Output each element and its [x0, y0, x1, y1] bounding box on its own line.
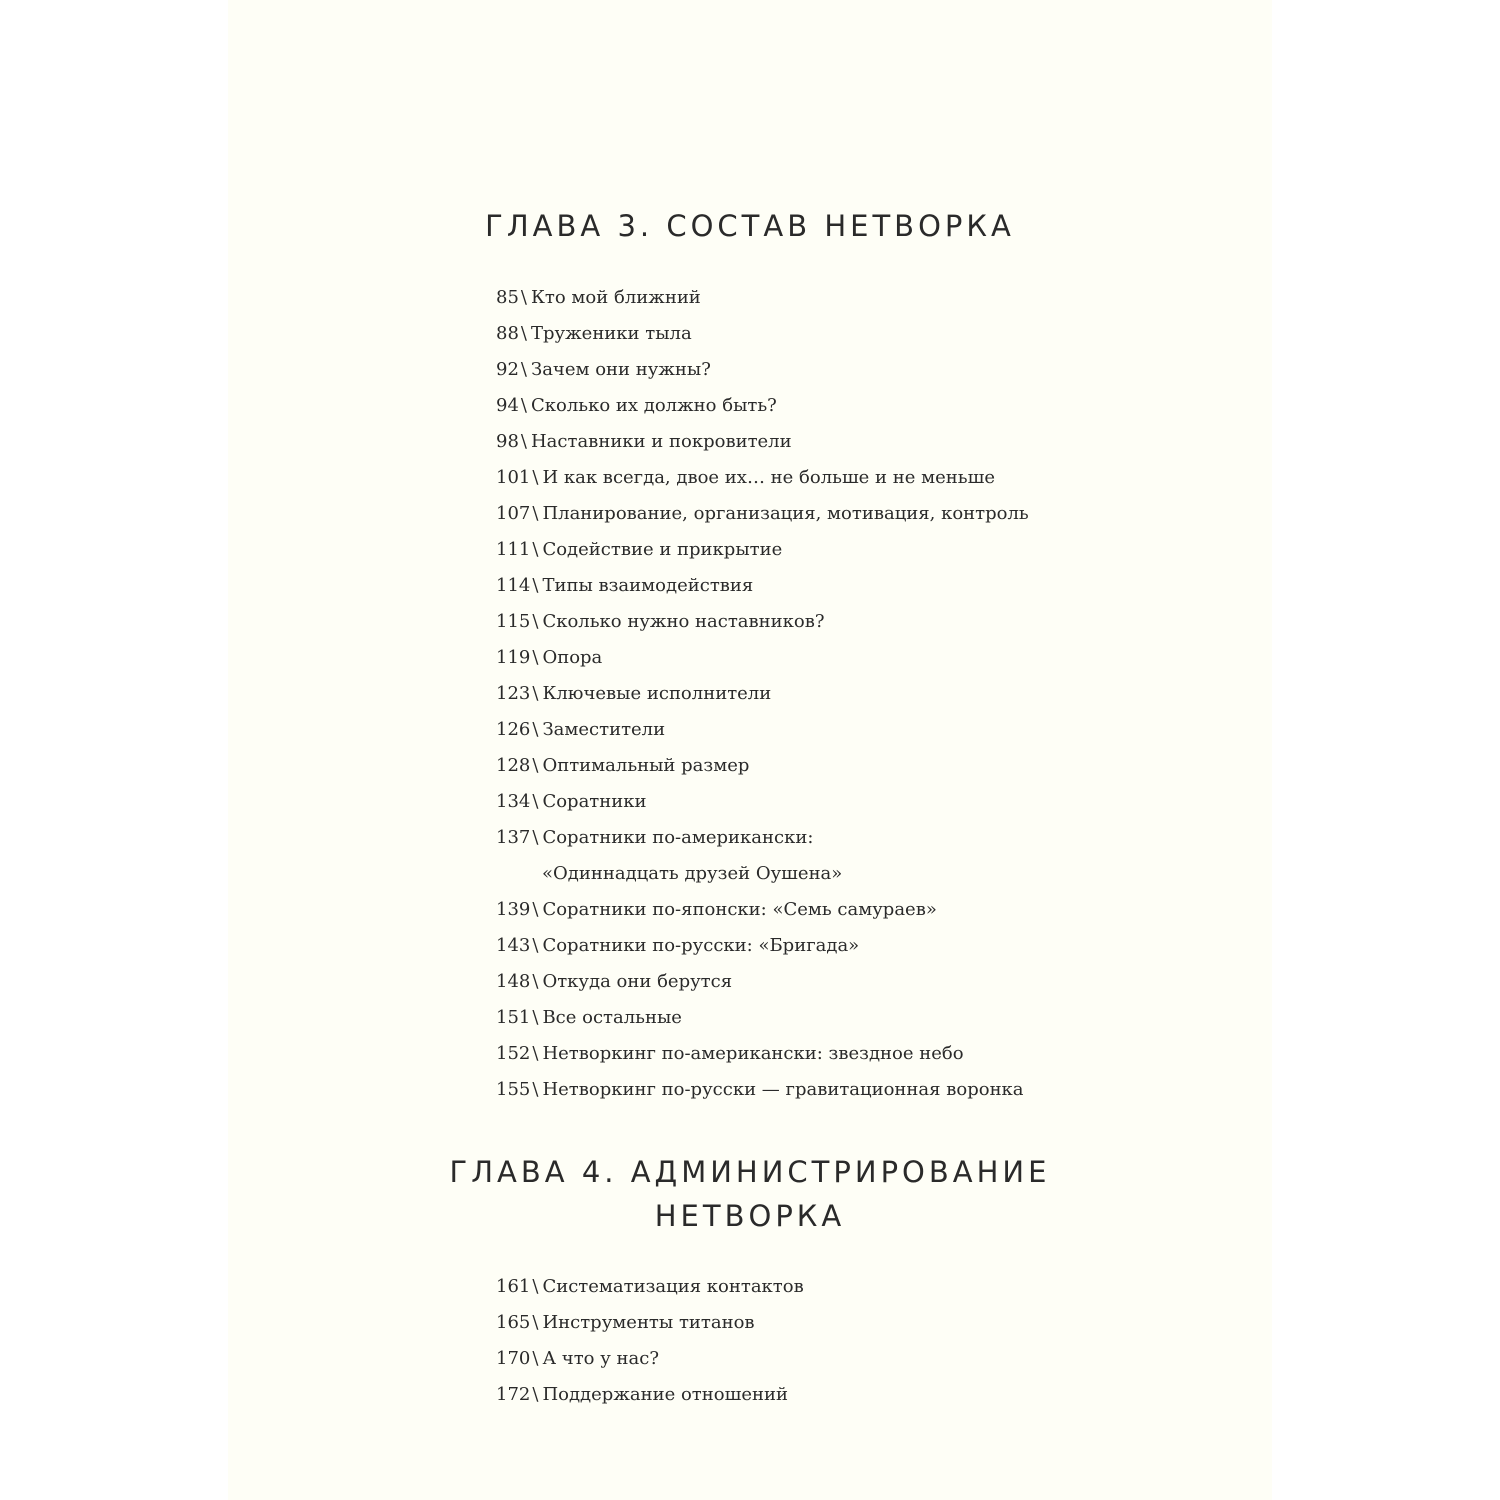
toc-page-number: 155 [496, 1079, 531, 1100]
toc-page-number: 98 [496, 431, 519, 452]
toc-entry-title: Систематизация контактов [542, 1276, 804, 1297]
toc-entry[interactable] [496, 640, 1029, 676]
toc-entry[interactable] [496, 280, 1029, 316]
toc-page-number: 94 [496, 395, 519, 416]
toc-separator: \ [532, 1007, 539, 1028]
toc-entry-title: Соратники по-японски: «Семь самураев» [542, 899, 937, 920]
toc-separator: \ [520, 359, 527, 380]
toc-page-number: 134 [496, 791, 531, 812]
toc-entry[interactable] [496, 1341, 804, 1377]
toc-separator: \ [532, 1384, 539, 1405]
toc-entry[interactable] [496, 1377, 804, 1413]
toc-page-number: 165 [496, 1312, 531, 1333]
toc-page-number: 126 [496, 719, 531, 740]
toc-entry-title: Откуда они берутся [542, 971, 733, 992]
toc-page-number: 115 [496, 611, 531, 632]
toc-separator: \ [532, 755, 539, 776]
toc-separator: \ [532, 503, 539, 524]
toc-entry-title: Планирование, организация, мотивация, контроль [542, 503, 1029, 524]
toc-page-number: 139 [496, 899, 531, 920]
toc-page-number: 161 [496, 1276, 531, 1297]
toc-entry-title: Инструменты титанов [542, 1312, 755, 1333]
toc-page-number: 114 [496, 575, 531, 596]
toc-entry[interactable] [496, 784, 1029, 820]
chapter-3-title [228, 204, 1272, 248]
toc-entry[interactable] [496, 460, 1029, 496]
toc-entry-title: Соратники по-русски: «Бригада» [542, 935, 860, 956]
toc-entry-title: Соратники [542, 791, 647, 812]
toc-page-number: 85 [496, 287, 519, 308]
toc-separator: \ [520, 287, 527, 308]
toc-entry[interactable] [496, 388, 1029, 424]
toc-separator: \ [532, 719, 539, 740]
toc-page-number: 123 [496, 683, 531, 704]
chapter-4-contents [496, 1269, 804, 1413]
toc-page-number: 128 [496, 755, 531, 776]
toc-entry[interactable] [496, 532, 1029, 568]
chapter-title-line: НЕТВОРКА [654, 1199, 846, 1233]
toc-page-number: 111 [496, 539, 531, 560]
toc-entry[interactable] [496, 964, 1029, 1000]
toc-entry[interactable] [496, 1269, 804, 1305]
toc-separator: \ [532, 683, 539, 704]
chapter-4-title [228, 1150, 1272, 1238]
toc-entry[interactable] [496, 568, 1029, 604]
toc-entry-title: И как всегда, двое их… не больше и не меньше [542, 467, 995, 488]
toc-entry-title: Сколько их должно быть? [530, 395, 777, 416]
toc-entry-title: Нетворкинг по-американски: звездное небо [542, 1043, 964, 1064]
toc-entry[interactable] [496, 604, 1029, 640]
toc-entry-title: Все остальные [542, 1007, 682, 1028]
chapter-title-line: ГЛАВА 3. СОСТАВ НЕТВОРКА [485, 209, 1015, 243]
toc-entry-title: Наставники и покровители [530, 431, 792, 452]
toc-entry-title: А что у нас? [542, 1348, 659, 1369]
toc-separator: \ [532, 791, 539, 812]
toc-entry[interactable] [496, 712, 1029, 748]
toc-entry-title: Оптимальный размер [542, 755, 750, 776]
toc-separator: \ [532, 1079, 539, 1100]
toc-entry[interactable] [496, 424, 1029, 460]
toc-entry-title: Типы взаимодействия [542, 575, 754, 596]
toc-entry[interactable] [496, 676, 1029, 712]
toc-page-number: 101 [496, 467, 531, 488]
toc-page-number: 148 [496, 971, 531, 992]
toc-separator: \ [532, 971, 539, 992]
toc-separator: \ [520, 323, 527, 344]
toc-separator: \ [532, 611, 539, 632]
toc-entry-title: Заместители [542, 719, 666, 740]
toc-page-number: 172 [496, 1384, 531, 1405]
toc-page-number: 152 [496, 1043, 531, 1064]
toc-entry-title: Кто мой ближний [530, 287, 701, 308]
toc-page-number: 119 [496, 647, 531, 668]
toc-entry-title: Опора [542, 647, 603, 668]
toc-entry[interactable] [496, 892, 1029, 928]
toc-page-number: 170 [496, 1348, 531, 1369]
toc-entry[interactable] [496, 1000, 1029, 1036]
toc-entry-title: Труженики тыла [530, 323, 692, 344]
toc-entry[interactable] [496, 928, 1029, 964]
toc-entry-title: Зачем они нужны? [530, 359, 711, 380]
toc-entry-title: Содействие и прикрытие [542, 539, 783, 560]
toc-entry[interactable] [496, 748, 1029, 784]
toc-entry-title: Поддержание отношений [542, 1384, 788, 1405]
toc-separator: \ [520, 395, 527, 416]
toc-separator: \ [532, 467, 539, 488]
toc-separator: \ [532, 1043, 539, 1064]
toc-separator: \ [532, 935, 539, 956]
chapter-3-contents [496, 280, 1029, 1108]
toc-separator: \ [532, 575, 539, 596]
toc-separator: \ [532, 899, 539, 920]
toc-entry-title-continued: «Одиннадцать друзей Оушена» [542, 863, 843, 884]
toc-page-number: 151 [496, 1007, 531, 1028]
toc-entry-title: Соратники по-американски: [542, 827, 814, 848]
toc-separator: \ [532, 647, 539, 668]
toc-entry-title: Нетворкинг по-русски — гравитационная воронка [542, 1079, 1024, 1100]
toc-separator: \ [532, 539, 539, 560]
toc-separator: \ [532, 827, 539, 848]
toc-page-number: 107 [496, 503, 531, 524]
toc-entry[interactable] [496, 1305, 804, 1341]
toc-separator: \ [520, 431, 527, 452]
toc-separator: \ [532, 1348, 539, 1369]
chapter-title-line: ГЛАВА 4. АДМИНИСТРИРОВАНИЕ [449, 1155, 1051, 1189]
toc-entry-title: Сколько нужно наставников? [542, 611, 825, 632]
toc-page-number: 88 [496, 323, 519, 344]
toc-entry[interactable] [496, 1036, 1029, 1072]
toc-entry[interactable] [496, 496, 1029, 532]
toc-separator: \ [532, 1312, 539, 1333]
toc-entry-title: Ключевые исполнители [542, 683, 772, 704]
toc-entry[interactable] [496, 352, 1029, 388]
toc-page-number: 143 [496, 935, 531, 956]
toc-entry[interactable] [496, 820, 1029, 892]
toc-entry[interactable] [496, 316, 1029, 352]
toc-page-number: 137 [496, 827, 531, 848]
toc-page-number: 92 [496, 359, 519, 380]
toc-separator: \ [532, 1276, 539, 1297]
toc-entry[interactable] [496, 1072, 1029, 1108]
